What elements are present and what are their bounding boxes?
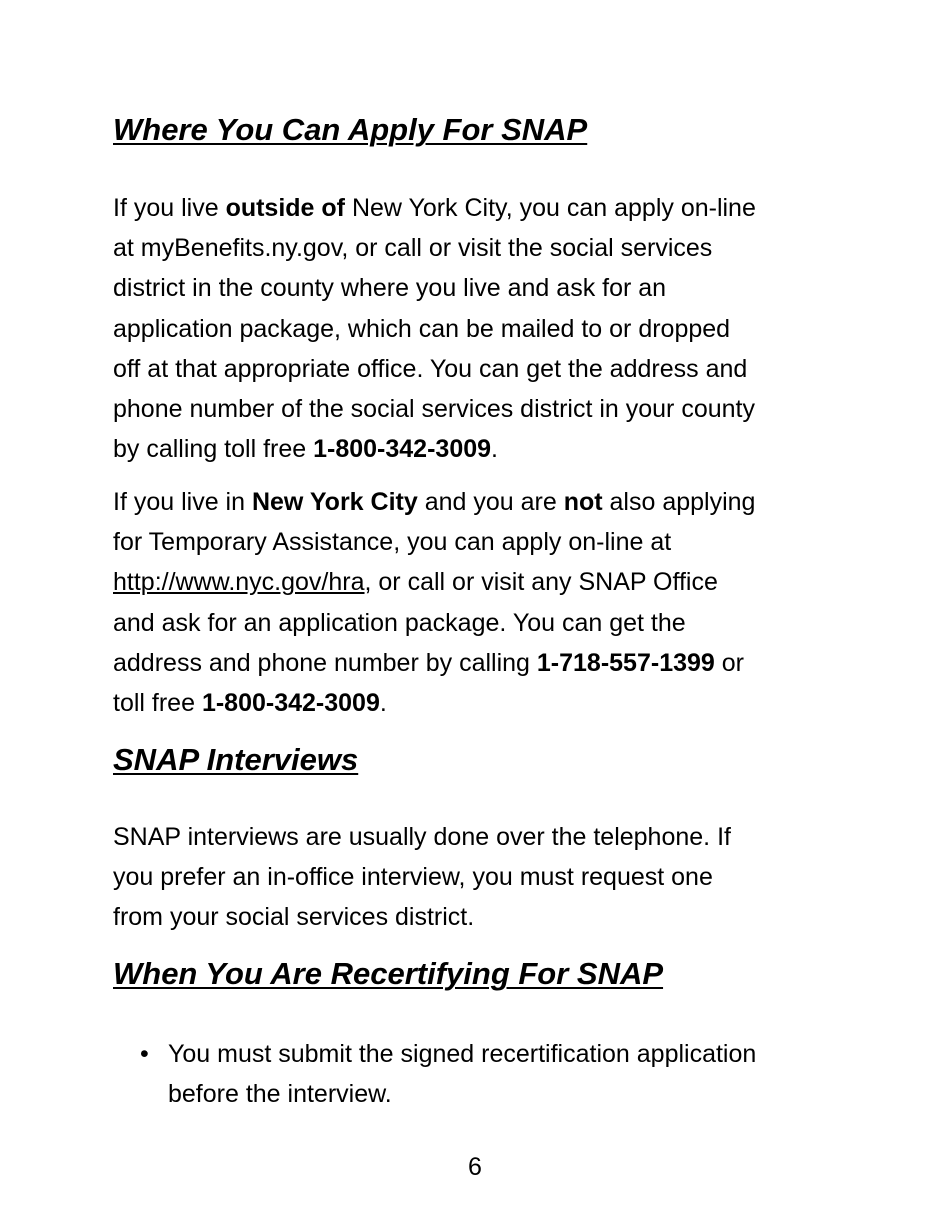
emphasis-new-york-city: New York City [251, 488, 418, 516]
text-line: district in the county where you live and ask for an [113, 274, 667, 303]
emphasis-outside-of: outside of [225, 194, 345, 222]
text-line: phone number of the social services district in your county [113, 395, 755, 424]
text-line: before the interview. [168, 1080, 392, 1108]
text-run: toll free [113, 689, 202, 718]
section-heading-recertifying: When You Are Recertifying For SNAP [113, 956, 664, 991]
text-line: from your social services district. [113, 903, 475, 932]
text-line: for Temporary Assistance, you can apply on-line at [113, 528, 672, 557]
page-number: 6 [468, 1153, 482, 1181]
text-line [113, 482, 853, 522]
section-heading-where-to-apply: Where You Can Apply For SNAP [113, 112, 588, 147]
text-line: You must submit the signed recertification application [168, 1040, 757, 1068]
bullet-text [168, 1034, 756, 1114]
text-line: at myBenefits.ny.gov, or call or visit the social services [113, 234, 713, 263]
text-line: and ask for an application package. You can get the [113, 608, 686, 637]
text-run: also applying [602, 488, 756, 516]
paragraph-interviews [113, 817, 853, 938]
text-run: If you live in [113, 488, 252, 516]
text-run: If you live [113, 194, 226, 222]
text-run: New York City, you can apply on-line [345, 194, 756, 222]
text-line [113, 429, 853, 469]
text-run: address and phone number by calling [113, 648, 537, 677]
text-line [113, 562, 853, 602]
text-line [113, 683, 853, 723]
section-heading-snap-interviews: SNAP Interviews [113, 742, 359, 777]
text-run: or [714, 648, 744, 677]
text-line: SNAP interviews are usually done over the telephone. If [113, 823, 731, 851]
text-line [113, 188, 853, 228]
phone-number-toll-free: 1-800-342-3009 [313, 435, 492, 464]
paragraph-outside-nyc [113, 188, 853, 469]
text-run: by calling toll free [113, 435, 314, 464]
text-line: application package, which can be mailed to or dropped [113, 314, 731, 343]
text-run: . [491, 435, 498, 464]
text-line: off at that appropriate office. You can get the address and [113, 354, 748, 383]
hra-website-link[interactable]: http://www.nyc.gov/hra [113, 568, 365, 597]
text-line: you prefer an in-office interview, you must request one [113, 863, 713, 892]
text-line [113, 643, 853, 683]
text-run: . [379, 689, 387, 718]
emphasis-not: not [563, 488, 603, 516]
paragraph-nyc [113, 482, 853, 723]
phone-number-toll-free: 1-800-342-3009 [201, 689, 380, 718]
phone-number-nyc: 1-718-557-1399 [536, 648, 715, 677]
text-run: and you are [417, 488, 564, 516]
text-run: , or call or visit any SNAP Office [364, 568, 718, 597]
bullet-icon: • [140, 1040, 149, 1068]
